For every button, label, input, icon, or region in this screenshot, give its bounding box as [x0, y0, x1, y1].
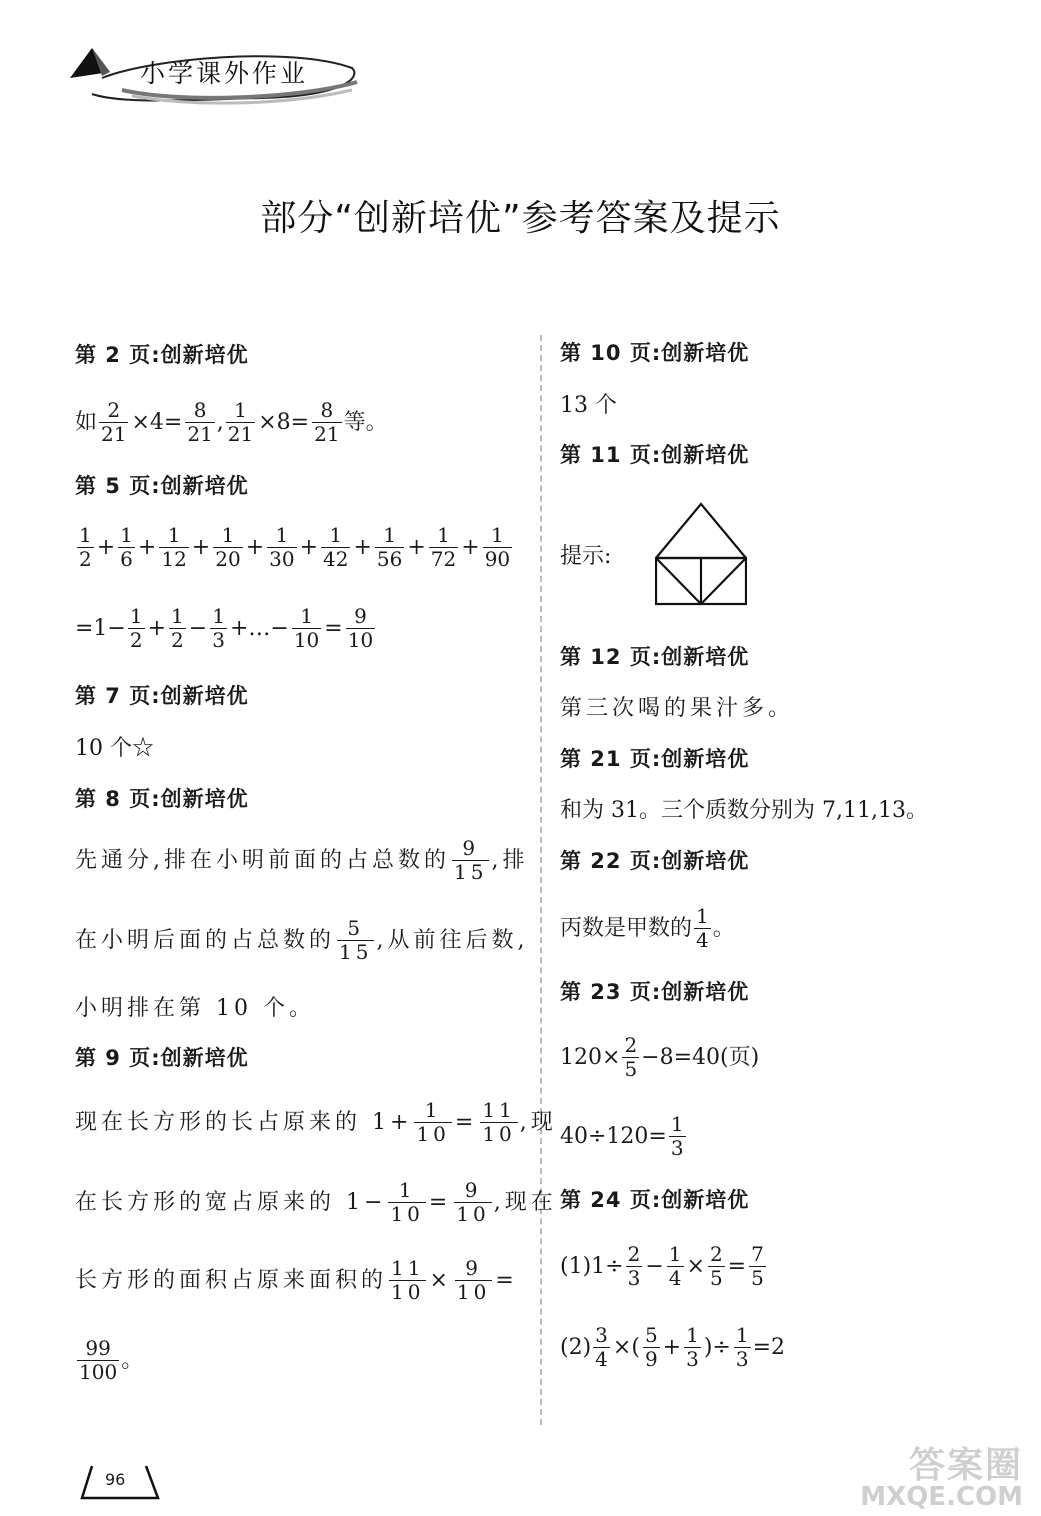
heading-page-8: 第 8 页:创新培优 [75, 787, 249, 811]
page-number: 96 [105, 1470, 126, 1489]
answer-page-24-part-2: (2) $\frac{3}{4}$ ×( $\frac{5}{9}$ + $\frac{1}{3}$ )÷ $\frac{1}{3}$ =2 [560, 1323, 786, 1371]
page-title: 部分“创新培优”参考答案及提示 [260, 198, 781, 239]
answer-page-12: 第三次喝的果汁多。 [560, 696, 795, 721]
heading-page-12: 第 12 页:创新培优 [560, 645, 750, 669]
answer-page-8-line-2: 在小明后面的占总数的 $\frac{5}{15}$ ,从前往后数, [75, 916, 529, 964]
answer-page-9-line-2: 在长方形的宽占原来的 1− $\frac{1}{10}$ = $\frac{9}{10}$ ,现在 [75, 1178, 557, 1226]
heading-page-9: 第 9 页:创新培优 [75, 1046, 249, 1070]
heading-page-22: 第 22 页:创新培优 [560, 849, 750, 873]
answer-page-23-line-1: 120× $\frac{2}{5}$ −8=40(页) [560, 1033, 760, 1081]
heading-page-7: 第 7 页:创新培优 [75, 684, 249, 708]
answer-page-5-line-2: =1− $\frac{1}{2}$ + $\frac{1}{2}$ − $\frac{1}{3}$ +…− $\frac{1}{10}$ = $\frac{9}{10}$ [75, 604, 374, 652]
answer-page-10: 13 个 [560, 393, 617, 418]
watermark: 答案圈 MXQE.COM [860, 1445, 1023, 1512]
answer-page-5-line-1: $\frac{1}{2}$ + $\frac{1}{6}$ + $\frac{1}{12}$ + $\frac{1}{20}$ + $\frac{1}{30}$ + $\frac{1}{42}$ + $\frac{1}{56}$ + $\frac{1}{72}$ + $\frac{1}{90}$ [79, 523, 511, 571]
column-divider [540, 335, 542, 1425]
heading-page-2: 第 2 页:创新培优 [75, 343, 249, 367]
heading-page-10: 第 10 页:创新培优 [560, 341, 750, 365]
answer-page-9-line-1: 现在长方形的长占原来的 1+ $\frac{1}{10}$ = $\frac{11}{10}$ ,现 [75, 1098, 557, 1146]
answer-page-23-line-2: 40÷120= $\frac{1}{3}$ [560, 1112, 684, 1160]
answer-page-9-line-3: 长方形的面积占原来面积的 $\frac{11}{10}$ × $\frac{9}{10}$ = [75, 1256, 518, 1304]
fraction: $\frac{2}{21}$ [101, 398, 127, 446]
heading-page-24: 第 24 页:创新培优 [560, 1188, 750, 1212]
answer-page-8-line-1: 先通分,排在小明前面的占总数的 $\frac{9}{15}$ ,排 [75, 836, 529, 884]
heading-page-21: 第 21 页:创新培优 [560, 747, 750, 771]
fraction: $\frac{8}{21}$ [187, 398, 213, 446]
heading-page-5: 第 5 页:创新培优 [75, 474, 249, 498]
series-title: 小学课外作业 [140, 59, 309, 88]
answer-page-7: 10 个☆ [75, 736, 154, 761]
hint-label: 提示: [560, 544, 612, 569]
answer-page-9-line-4: $\frac{99}{100}$ 。 [79, 1336, 144, 1384]
heading-page-23: 第 23 页:创新培优 [560, 980, 750, 1004]
heading-page-11: 第 11 页:创新培优 [560, 443, 750, 467]
answer-page-24-part-1: (1)1÷ $\frac{2}{3}$ − $\frac{1}{4}$ × $\frac{2}{5}$ = $\frac{7}{5}$ [560, 1242, 764, 1290]
answer-page-22: 丙数是甲数的 $\frac{1}{4}$ 。 [560, 904, 735, 952]
answer-page-2: 如 $\frac{2}{21}$ ×4= $\frac{8}{21}$ , $\frac{1}{21}$ ×8= $\frac{8}{21}$ 等。 [75, 398, 388, 446]
fraction: $\frac{8}{21}$ [314, 398, 340, 446]
fraction: $\frac{1}{21}$ [227, 398, 254, 446]
house-shape-hint-figure [655, 502, 747, 606]
answer-page-8-line-3: 小明排在第 10 个。 [75, 996, 315, 1021]
answer-page-21: 和为 31。三个质数分别为 7,11,13。 [560, 798, 928, 823]
